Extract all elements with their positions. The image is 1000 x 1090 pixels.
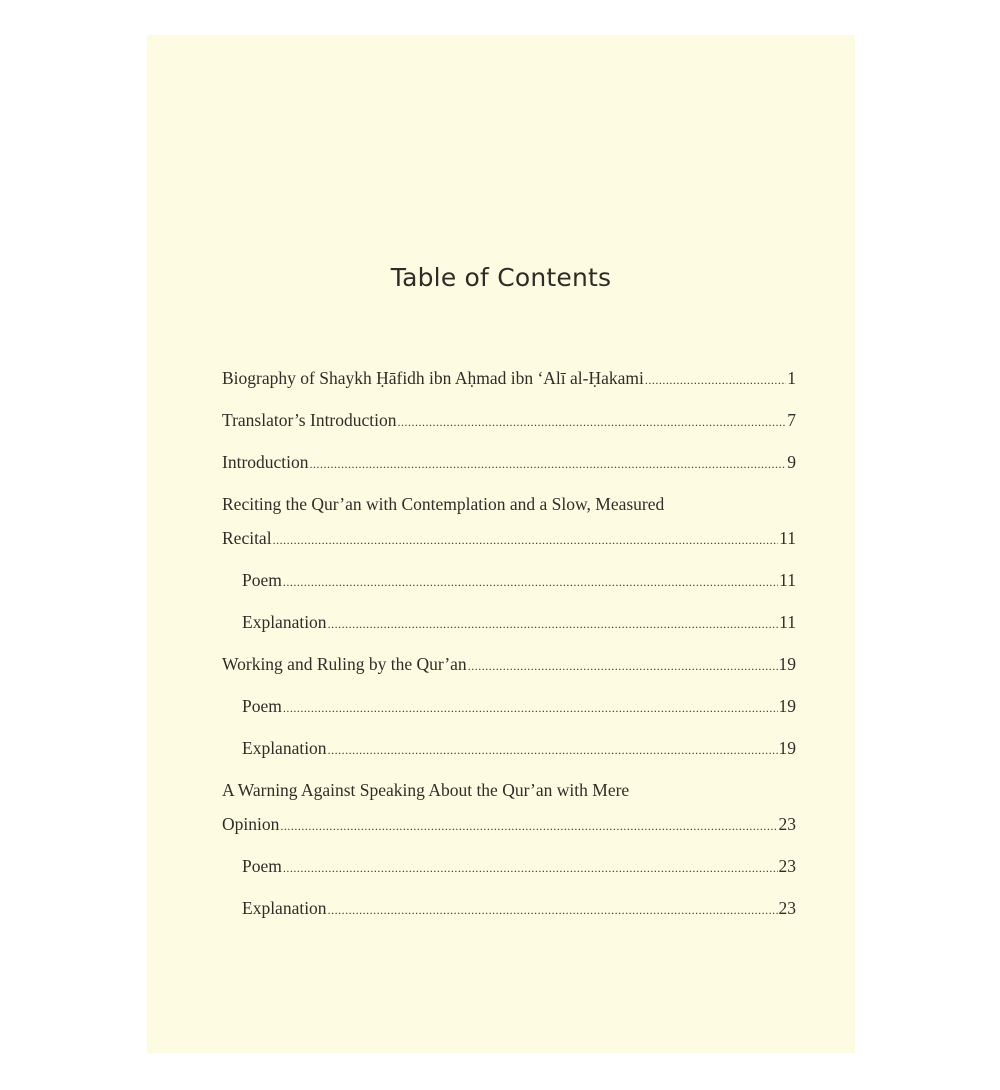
toc-entry-label: Translator’s Introduction bbox=[222, 410, 397, 430]
dot-leader bbox=[468, 659, 778, 674]
dot-leader bbox=[398, 415, 787, 430]
toc-entry-page-number: 19 bbox=[778, 738, 796, 758]
toc-entry-label: Poem bbox=[242, 856, 282, 876]
toc-entry-label: Explanation bbox=[242, 898, 327, 918]
toc-entry-label: Opinion bbox=[222, 814, 280, 834]
toc-entry-introduction bbox=[222, 452, 796, 478]
toc-entry-translators-introduction bbox=[222, 410, 796, 436]
toc-entry-page-number: 19 bbox=[778, 654, 796, 674]
toc-entry-page-number: 11 bbox=[779, 570, 796, 590]
toc-subentry-explanation bbox=[242, 612, 796, 638]
dot-leader bbox=[328, 617, 779, 632]
toc-subentry-explanation bbox=[242, 898, 796, 924]
toc-entry-label: Poem bbox=[242, 570, 282, 590]
dot-leader bbox=[645, 373, 786, 388]
dot-leader bbox=[283, 861, 778, 876]
dot-leader bbox=[328, 903, 778, 918]
dot-leader bbox=[280, 819, 777, 834]
toc-subentry-explanation bbox=[242, 738, 796, 764]
toc-entry-warning bbox=[222, 814, 796, 840]
toc-entry-biography bbox=[222, 368, 796, 394]
toc-entry-page-number: 23 bbox=[778, 814, 796, 834]
dot-leader bbox=[310, 457, 787, 472]
toc-entry-label: Working and Ruling by the Qur’an bbox=[222, 654, 467, 674]
toc-entry-page-number: 9 bbox=[787, 452, 796, 472]
toc-entry-page-number: 19 bbox=[778, 696, 796, 716]
toc-entry-reciting bbox=[222, 528, 796, 554]
dot-leader bbox=[283, 701, 778, 716]
book-page bbox=[147, 35, 855, 1053]
toc-entry-page-number: 7 bbox=[787, 410, 796, 430]
toc-entry-page-number: 11 bbox=[779, 612, 796, 632]
dot-leader bbox=[328, 743, 778, 758]
toc-entry-page-number: 23 bbox=[778, 898, 796, 918]
toc-subentry-poem bbox=[242, 696, 796, 722]
page-title: Table of Contents bbox=[390, 263, 612, 292]
toc-entry-page-number: 23 bbox=[778, 856, 796, 876]
toc-entry-reciting-line1: Reciting the Qur’an with Contemplation and a Slow, Measured bbox=[222, 494, 665, 514]
toc-entry-label: Poem bbox=[242, 696, 282, 716]
toc-entry-label: Recital bbox=[222, 528, 272, 548]
dot-leader bbox=[283, 575, 778, 590]
toc-entry-page-number: 1 bbox=[787, 368, 796, 388]
dot-leader bbox=[273, 533, 779, 548]
toc-entry-page-number: 11 bbox=[779, 528, 796, 548]
toc-subentry-poem bbox=[242, 570, 796, 596]
toc-entry-label: Explanation bbox=[242, 612, 327, 632]
toc-entry-label: Introduction bbox=[222, 452, 309, 472]
toc-entry-label: Biography of Shaykh Ḥāfidh ibn Aḥmad ibn ‘Alī al-Ḥakami bbox=[222, 368, 644, 388]
toc-entry-warning-line1: A Warning Against Speaking About the Qur’an with Mere bbox=[222, 780, 630, 800]
toc-subentry-poem bbox=[242, 856, 796, 882]
toc-entry-working-and-ruling bbox=[222, 654, 796, 680]
toc-entry-label: Explanation bbox=[242, 738, 327, 758]
